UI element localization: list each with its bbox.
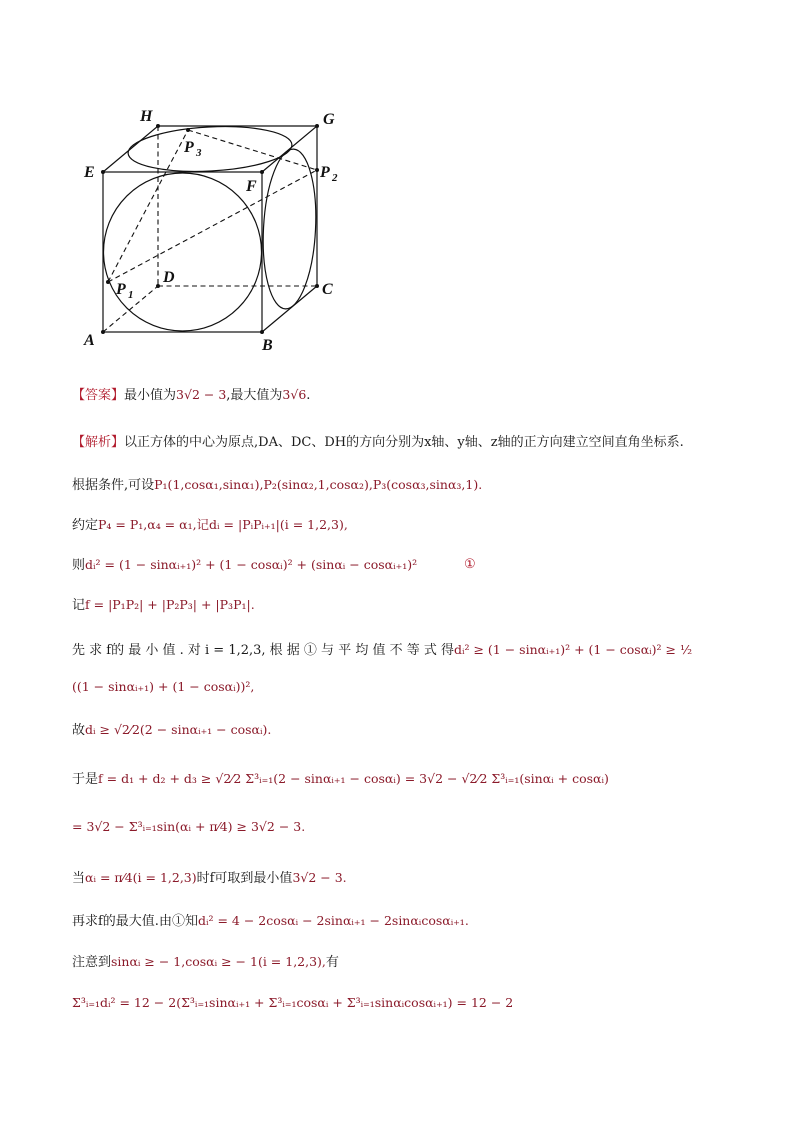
- line9-math: f = d₁ + d₂ + d₃ ≥ √2⁄2 Σ³ᵢ₌₁(2 − sinαᵢ₊₁ − cosαᵢ) = 3√2 − √2⁄2 Σ³ᵢ₌₁(sinαᵢ + cosαᵢ): [98, 771, 609, 786]
- line10-math: = 3√2 − Σ³ᵢ₌₁sin(αᵢ + π⁄4) ≥ 3√2 − 3.: [72, 819, 306, 834]
- line7-math: ((1 − sinαᵢ₊₁) + (1 − cosαᵢ))²,: [72, 679, 255, 694]
- circled-one: ①: [464, 557, 476, 572]
- analysis-line-7: [72, 678, 254, 697]
- analysis-line-13: [72, 953, 339, 972]
- line2-text: 根据条件,可设: [72, 478, 155, 493]
- analysis-line-8: [72, 721, 271, 740]
- answer-end: .: [306, 388, 311, 403]
- line5-math: f = |P₁P₂| + |P₂P₃| + |P₃P₁|.: [85, 597, 255, 612]
- line13-end: 有: [325, 955, 339, 970]
- cube-figure: [70, 100, 360, 360]
- line4-text: 则: [72, 558, 86, 573]
- analysis-line-9: [72, 770, 609, 789]
- label-P2-sub: 2: [332, 172, 338, 184]
- line12-text: 再求f的最大值.由①知: [72, 914, 198, 929]
- analysis-line-6: [72, 641, 692, 660]
- answer-max: 3√6: [282, 387, 307, 402]
- answer-min: 3√2 − 3: [176, 387, 227, 402]
- line11-math-2: 3√2 − 3.: [292, 870, 347, 885]
- label-E: E: [84, 164, 95, 181]
- answer-line: [72, 386, 310, 405]
- line6-math: dᵢ² ≥ (1 − sinαᵢ₊₁)² + (1 − cosαᵢ)² ≥ ½: [453, 642, 693, 657]
- line6-text: 先 求 f的 最 小 值 . 对 i = 1,2,3, 根 据 ① 与 平 均 值 不 等 式 得: [72, 643, 454, 658]
- line11-text-2: 时f可取到最小值: [196, 871, 293, 886]
- answer-text-1: 最小值为: [124, 388, 177, 403]
- line11-math-1: αᵢ = π⁄4(i = 1,2,3): [85, 870, 197, 885]
- label-G: G: [323, 111, 335, 128]
- label-F: F: [246, 178, 257, 195]
- analysis-line-2: [72, 476, 482, 495]
- label-H: H: [140, 108, 153, 125]
- answer-text-2: ,最大值为: [226, 388, 283, 403]
- answer-tag: 【答案】: [72, 388, 125, 403]
- line13-math: sinαᵢ ≥ − 1,cosαᵢ ≥ − 1(i = 1,2,3),: [111, 954, 326, 969]
- line8-text: 故: [72, 723, 86, 738]
- line2-math: P₁(1,cosα₁,sinα₁),P₂(sinα₂,1,cosα₂),P₃(cosα₃,sinα₃,1).: [154, 477, 483, 492]
- label-P3: P: [184, 139, 194, 156]
- line12-math: dᵢ² = 4 − 2cosαᵢ − 2sinαᵢ₊₁ − 2sinαᵢcosαᵢ₊₁.: [197, 913, 469, 928]
- analysis-line-4: [72, 556, 476, 575]
- analysis-line-12: [72, 912, 469, 931]
- line8-math: dᵢ ≥ √2⁄2(2 − sinαᵢ₊₁ − cosαᵢ).: [85, 722, 272, 737]
- analysis-text-1: 以正方体的中心为原点,DA、DC、DH的方向分别为x轴、y轴、z轴的正方向建立空间直角坐标系.: [124, 435, 684, 450]
- analysis-line-11: [72, 869, 347, 888]
- label-C: C: [322, 281, 333, 298]
- line3-math: P₄ = P₁,α₄ = α₁,记dᵢ = |PᵢPᵢ₊₁|(i = 1,2,3),: [98, 517, 348, 532]
- analysis-tag: 【解析】: [72, 435, 125, 450]
- line5-text: 记: [72, 598, 86, 613]
- label-P2: P: [320, 164, 330, 181]
- analysis-line-5: [72, 596, 255, 615]
- analysis-line-3: [72, 516, 348, 535]
- analysis-line-1: [72, 434, 684, 452]
- analysis-line-10: [72, 818, 305, 837]
- label-P3-sub: 3: [196, 147, 202, 159]
- label-B: B: [262, 337, 273, 354]
- line9-text: 于是: [72, 772, 99, 787]
- line4-math: dᵢ² = (1 − sinαᵢ₊₁)² + (1 − cosαᵢ)² + (sinαᵢ − cosαᵢ₊₁)²: [85, 557, 418, 572]
- label-A: A: [84, 332, 95, 349]
- line11-text-1: 当: [72, 871, 86, 886]
- label-D: D: [163, 269, 175, 286]
- label-P1-sub: 1: [128, 289, 134, 301]
- label-P1: P: [116, 281, 126, 298]
- analysis-line-14: [72, 994, 513, 1013]
- line14-math: Σ³ᵢ₌₁dᵢ² = 12 − 2(Σ³ᵢ₌₁sinαᵢ₊₁ + Σ³ᵢ₌₁cosαᵢ + Σ³ᵢ₌₁sinαᵢcosαᵢ₊₁) = 12 − 2: [72, 995, 514, 1010]
- line13-text: 注意到: [72, 955, 112, 970]
- line3-text: 约定: [72, 518, 99, 533]
